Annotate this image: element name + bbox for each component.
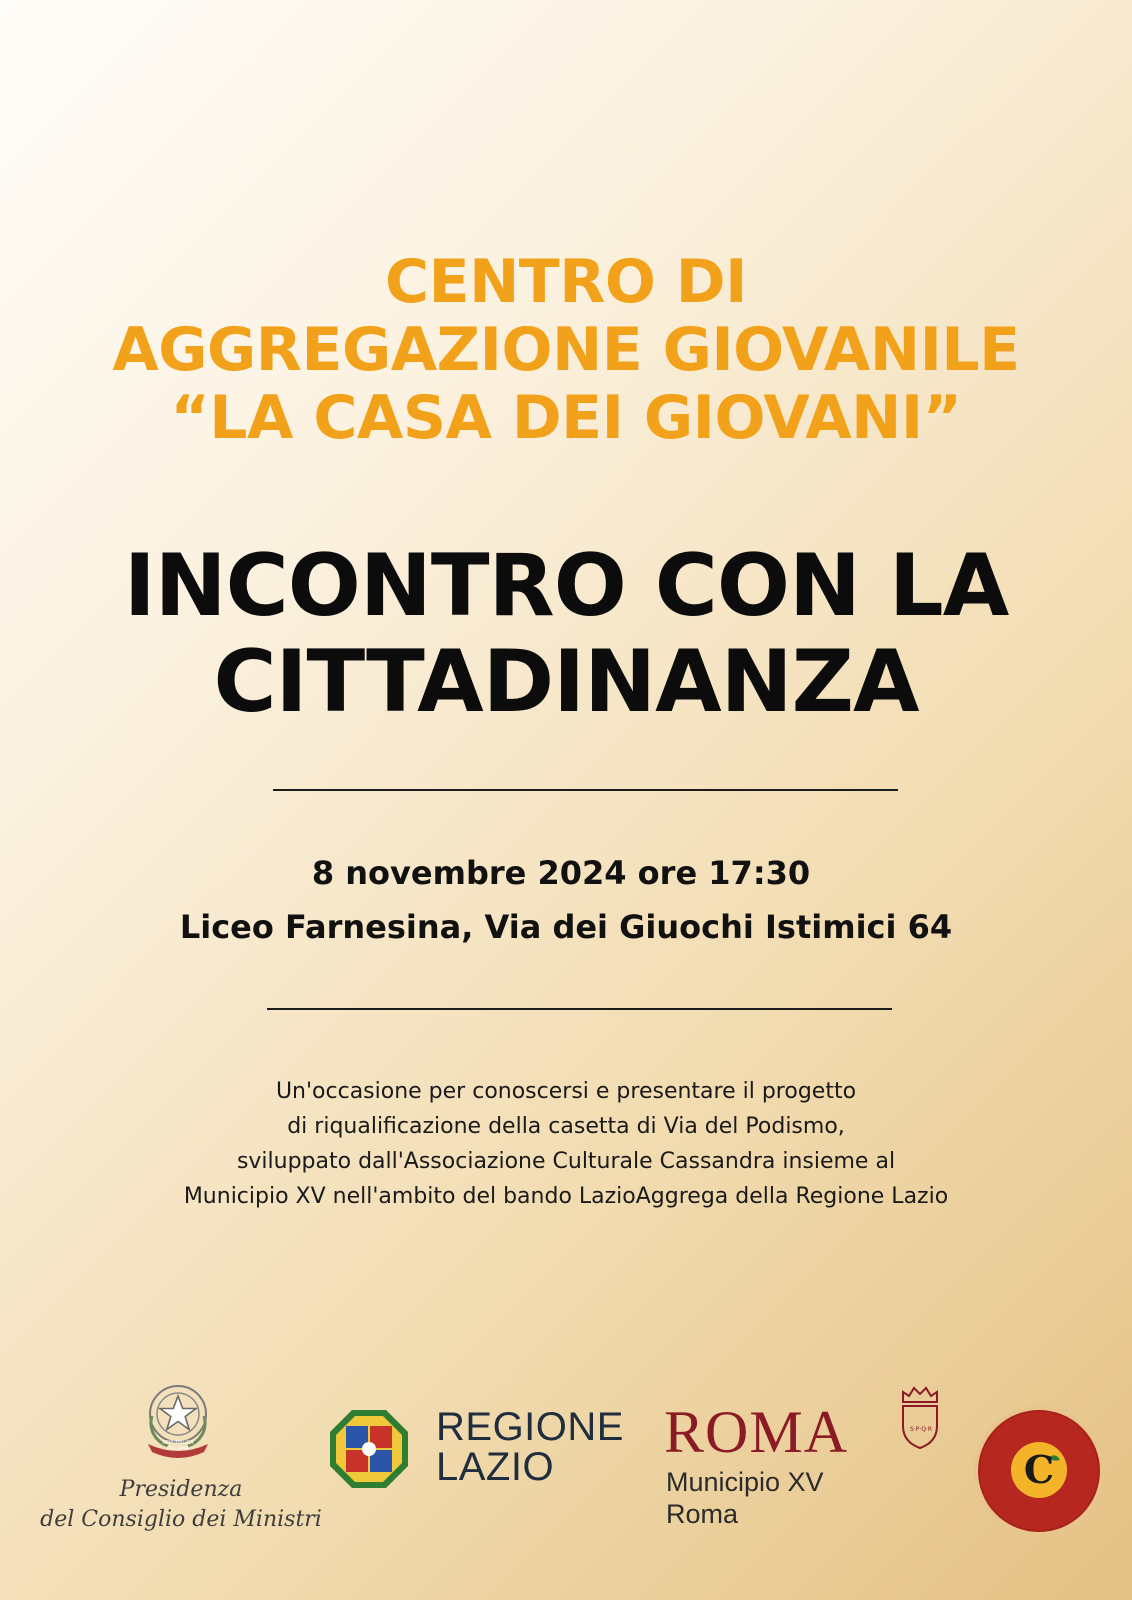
- description-line-3: sviluppato dall'Associazione Culturale Cassandra insieme al: [236, 1149, 896, 1174]
- regione-lazio-text: [436, 1407, 624, 1487]
- description-line-4: Municipio XV nell'ambito del bando LazioAggrega della Regione Lazio: [183, 1184, 949, 1209]
- roma-title: ROMA: [664, 1399, 849, 1465]
- event-details: [0, 846, 1132, 954]
- emblem-ribbon-text: REPUBBLICA ITALIANA: [162, 1440, 194, 1450]
- logo-roma-municipio: [664, 1382, 954, 1532]
- roma-subtitle: [666, 1466, 824, 1530]
- logo-regione-lazio: [328, 1405, 628, 1495]
- description-line-2: di riqualificazione della casetta di Via del Podismo,: [287, 1114, 845, 1139]
- presidenza-text: [20, 1475, 342, 1535]
- spqr-text: S·P·Q·R: [909, 1426, 933, 1433]
- event-location: Liceo Farnesina, Via dei Giuochi Istimici 64: [179, 908, 953, 946]
- subtitle-line-2: AGGREGAZIONE GIOVANILE: [112, 315, 1020, 385]
- regione-lazio-line-2: LAZIO: [436, 1445, 555, 1489]
- subtitle-line-1: CENTRO DI: [385, 247, 747, 317]
- logo-cassandra: [972, 1404, 1106, 1538]
- headline-line-1: INCONTRO CON LA: [123, 536, 1009, 636]
- regione-lazio-emblem-icon: [328, 1408, 410, 1490]
- description-line-1: Un'occasione per conoscersi e presentare il progetto: [275, 1079, 857, 1104]
- logo-presidenza: [20, 1380, 342, 1540]
- event-date: 8 novembre 2024 ore 17:30: [311, 854, 811, 892]
- divider-top: [273, 789, 898, 791]
- headline-line-2: CITTADINANZA: [213, 632, 919, 732]
- subtitle-line-3: “LA CASA DEI GIOVANI”: [170, 383, 962, 453]
- divider-bottom: [267, 1008, 892, 1010]
- presidenza-line-2: del Consiglio dei Ministri: [40, 1507, 322, 1532]
- presidenza-line-1: Presidenza: [119, 1477, 243, 1502]
- regione-lazio-line-1: REGIONE: [436, 1405, 624, 1449]
- subtitle: [0, 248, 1132, 452]
- roma-sub-line-1: Municipio XV: [666, 1467, 824, 1497]
- description: [0, 1074, 1132, 1214]
- cassandra-letter: C: [1023, 1447, 1055, 1492]
- roma-sub-line-2: Roma: [666, 1499, 739, 1529]
- roma-crown-shield-icon: [897, 1386, 943, 1450]
- headline: [0, 538, 1132, 730]
